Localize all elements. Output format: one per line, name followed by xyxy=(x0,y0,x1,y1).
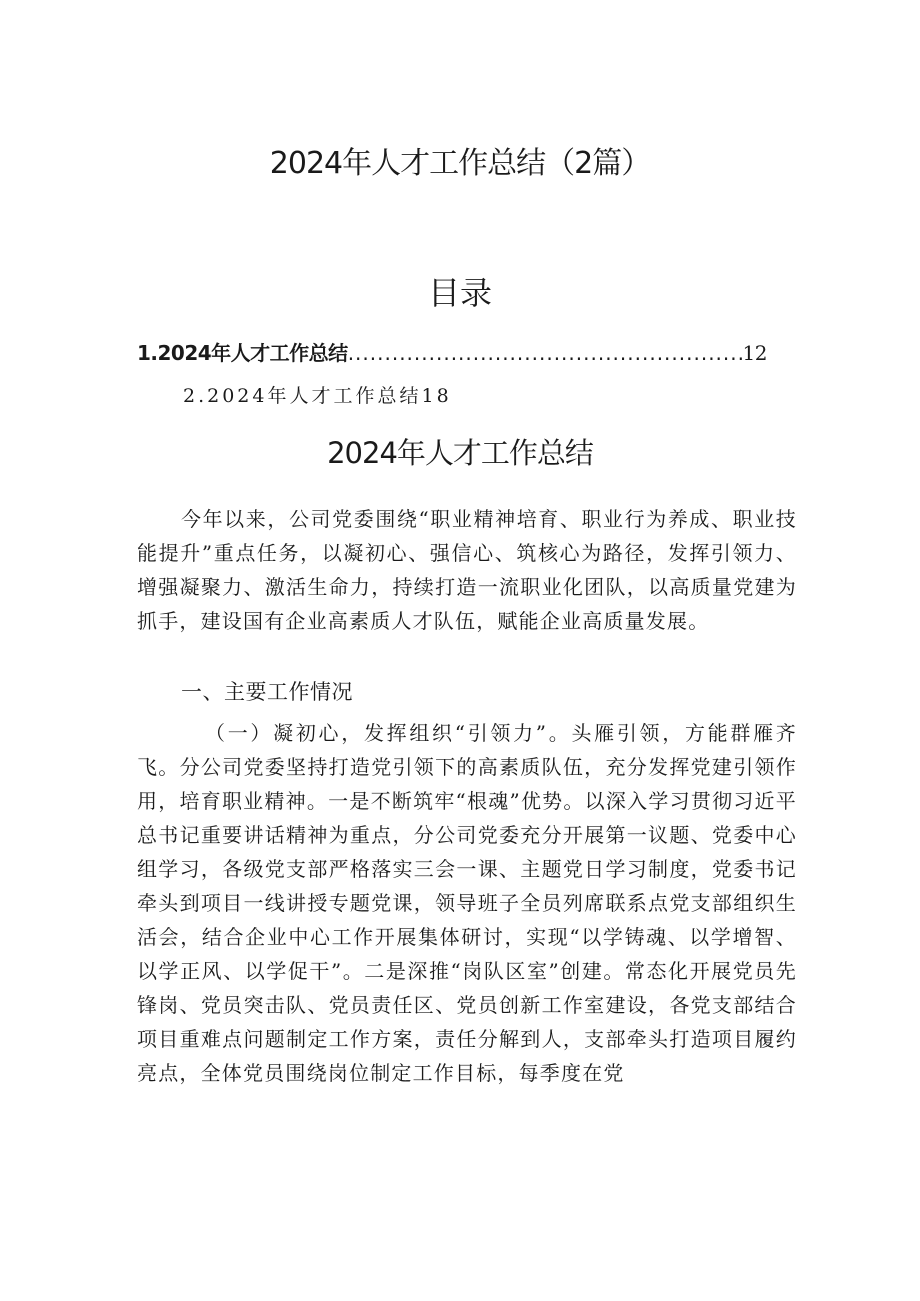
document-title: 2024年人才工作总结（2篇） xyxy=(269,146,651,181)
intro-paragraph: 今年以来，公司党委围绕“职业精神培育、职业行为养成、职业技能提升”重点任务，以凝初心、强信心、筑核心为路径，发挥引领力、增强凝聚力、激活生命力，持续打造一流职业化团队，以高质量党建为抓手，建设国有企业高素质人才队伍，赋能企业高质量发展。 xyxy=(137,507,797,633)
toc-leader-dots xyxy=(348,341,743,365)
toc-entry-2-label: 2.2024年人才工作总结18 xyxy=(183,385,452,407)
toc-entry-2[interactable] xyxy=(183,381,452,408)
toc-entry-1[interactable] xyxy=(137,337,767,366)
toc-entry-1-label: 1.2024年人才工作总结 xyxy=(137,341,348,365)
body-paragraph: （一）凝初心，发挥组织“引领力”。头雁引领，方能群雁齐飞。分公司党委坚持打造党引领下的高素质队伍，充分发挥党建引领作用，培育职业精神。一是不断筑牢“根魂”优势。以深入学习贯彻习近平总书记重要讲话精神为重点，分公司党委充分开展第一议题、党委中心组学习，各级党支部严格落实三会一课、主题党日学习制度，党委书记牵头到项目一线讲授专题党课，领导班子全员列席联系点党支部组织生活会，结合企业中心工作开展集体研讨，实现“以学铸魂、以学增智、以学正风、以学促干”。二是深推“岗队区室”创建。常态化开展党员先锋岗、党员突击队、党员责任区、党员创新工作室建设，各党支部结合项目重难点问题制定工作方案，责任分解到人，支部牵头打造项目履约亮点，全体党员围绕岗位制定工作目标，每季度在党 xyxy=(137,721,797,1085)
toc-entry-1-page: 12 xyxy=(742,341,767,365)
toc-heading: 目录 xyxy=(427,274,492,312)
sub-heading: 一、主要工作情况 xyxy=(181,680,353,704)
section-title: 2024年人才工作总结 xyxy=(327,436,593,470)
